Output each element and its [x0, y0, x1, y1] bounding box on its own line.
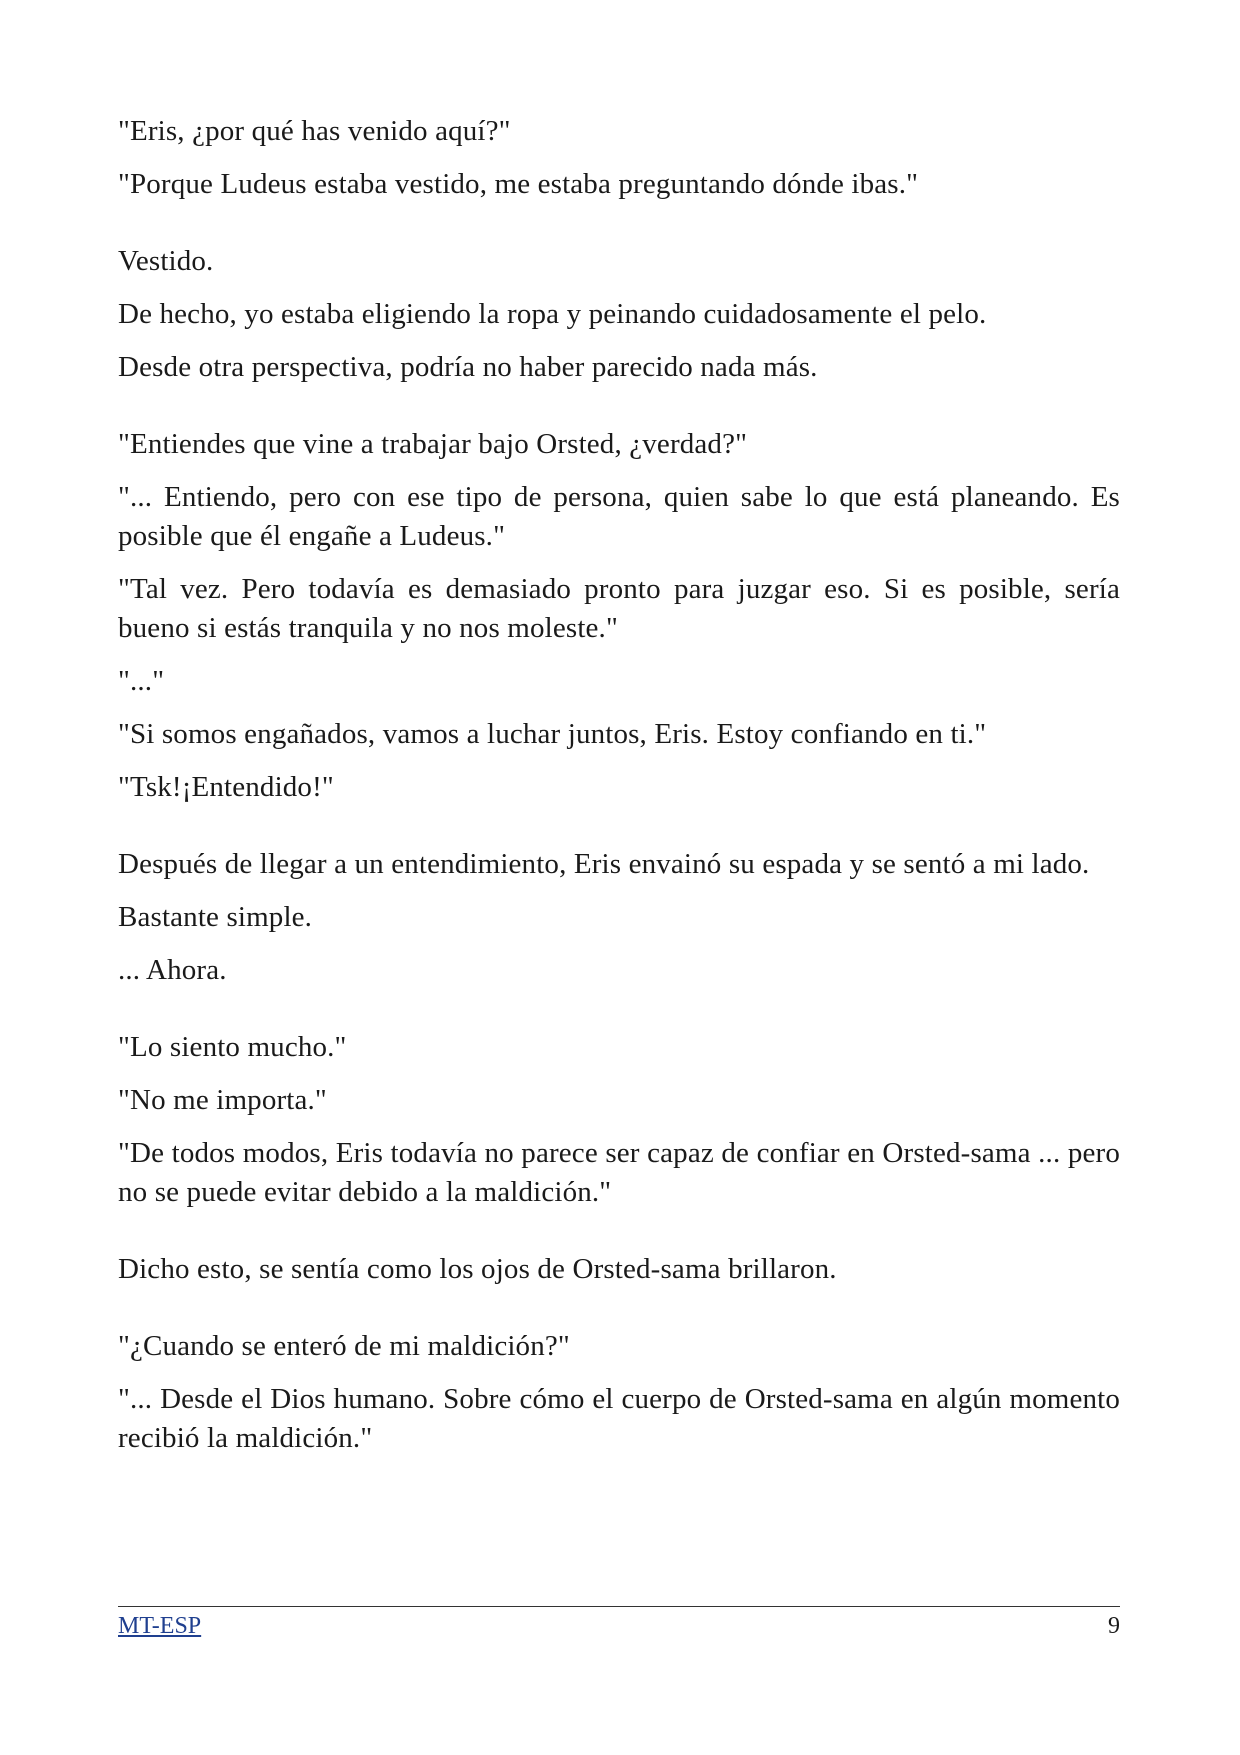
paragraph: "... Entiendo, pero con ese tipo de persona, quien sabe lo que está planeando. Es posible que él engañe a Ludeus."	[118, 481, 1120, 552]
paragraph: "Eris, ¿por qué has venido aquí?"	[118, 115, 511, 147]
paragraph: "No me importa."	[118, 1084, 327, 1116]
page-number: 9	[1108, 1613, 1120, 1639]
paragraph: Desde otra perspectiva, podría no haber parecido nada más.	[118, 351, 818, 383]
paragraph: "Entiendes que vine a trabajar bajo Orsted, ¿verdad?"	[118, 428, 748, 460]
paragraph: Después de llegar a un entendimiento, Eris envainó su espada y se sentó a mi lado.	[118, 848, 1090, 880]
paragraph: Bastante simple.	[118, 901, 313, 933]
paragraph: Vestido.	[118, 245, 214, 277]
page-body	[118, 112, 1120, 1472]
paragraph: "..."	[118, 665, 165, 697]
paragraph: "Porque Ludeus estaba vestido, me estaba preguntando dónde ibas."	[118, 168, 919, 200]
paragraph: "Tal vez. Pero todavía es demasiado pronto para juzgar eso. Si es posible, sería bueno si estás tranquila y no nos moleste."	[118, 573, 1120, 644]
paragraph: "Si somos engañados, vamos a luchar juntos, Eris. Estoy confiando en ti."	[118, 718, 987, 750]
paragraph: De hecho, yo estaba eligiendo la ropa y peinando cuidadosamente el pelo.	[118, 298, 987, 330]
paragraph: "¿Cuando se enteró de mi maldición?"	[118, 1330, 570, 1362]
paragraph: "... Desde el Dios humano. Sobre cómo el cuerpo de Orsted-sama en algún momento recibió la maldición."	[118, 1383, 1120, 1454]
footer-source-link[interactable]: MT-ESP	[118, 1613, 202, 1639]
paragraph: ... Ahora.	[118, 954, 227, 986]
paragraph: "Tsk!¡Entendido!"	[118, 771, 334, 803]
page-footer	[118, 1606, 1120, 1641]
paragraph: Dicho esto, se sentía como los ojos de Orsted-sama brillaron.	[118, 1253, 837, 1285]
paragraph: "Lo siento mucho."	[118, 1031, 347, 1063]
paragraph: "De todos modos, Eris todavía no parece ser capaz de confiar en Orsted-sama ... pero no se puede evitar debido a la maldición."	[118, 1137, 1120, 1208]
